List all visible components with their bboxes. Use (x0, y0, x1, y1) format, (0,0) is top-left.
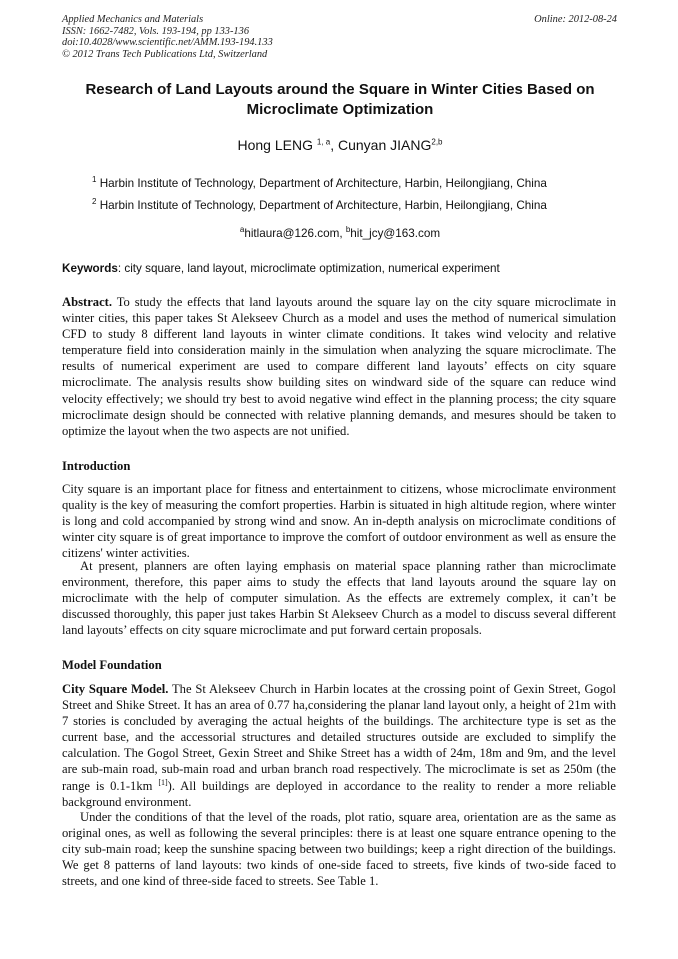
introduction-paragraph-2: At present, planners are often laying emphasis on material space planning rather than microclimate environment, therefore, this paper aims to study the effects that land layouts around the square lay on microclimate with the help of computer simulation. As the effects are extremely complex, it can’t be discussed thoroughly, this paper just takes Harbin St Alekseev Church as a model to discuss several different land layouts’ effects on city square microclimate and put forward certain proposals. (62, 559, 616, 638)
keywords (62, 262, 617, 275)
author-1-name: Hong LENG (237, 137, 317, 153)
introduction-paragraph-1: City square is an important place for fitness and entertainment to citizens, whose microclimate environment quality is the key of measuring the comfort properties. Harbin is situated in high altitude region, where winter is long and cold accompanied by strong wind and snow. An in-depth analysis on microclimate conditions of winter city square is of great importance to improve the comfort of outdoor environment as well as ensure the citizens' winter activities. (62, 482, 616, 561)
author-2-name: Cunyan JIANG (338, 137, 432, 153)
doi-line: doi:10.4028/www.scientific.net/AMM.193-194.133 (62, 37, 273, 49)
email-a-sup: a (239, 225, 245, 235)
model-paragraph-1 (62, 681, 616, 810)
email-b: hit_jcy@163.com (350, 227, 441, 240)
online-date: Online: 2012-08-24 (534, 14, 617, 25)
abstract-label: Abstract. (62, 295, 113, 309)
email-a: hitlaura@126.com, (244, 227, 346, 240)
model-foundation-heading: Model Foundation (62, 658, 162, 672)
author-separator: , (330, 137, 338, 153)
affiliation-2-text: Harbin Institute of Technology, Department of Architecture, Harbin, Heilongjiang, China (99, 199, 547, 212)
affiliation-1 (92, 177, 547, 190)
introduction-heading: Introduction (62, 459, 131, 473)
paper-title: Research of Land Layouts around the Square in Winter Cities Based on Microclimate Optimization (85, 81, 595, 118)
journal-name: Applied Mechanics and Materials (62, 14, 204, 25)
model-paragraph-1-text-a: The St Alekseev Church in Harbin locates at the crossing point of Gexin Street, Gogol Street and Shike Street. It has an area of 0.77 ha,considering the planar land layout only, a height of 21m with 7 stories is concluded by averaging the actual heights of the buildings. The architecture type is set as the current base, and the accessorial structures and detailed structures outside are excluded to simplify the calculation. The Gogol Street, Gexin Street and Shike Street has a width of 24m, 18m and 9m, and the level are sub-main road, sub-main road and urban branch road respectively. The microclimate is set as 250m (the range is 0.1-1km (62, 682, 616, 793)
abstract (62, 294, 616, 439)
affiliation-1-num: 1 (92, 175, 97, 185)
abstract-text: To study the effects that land layouts around the square lay on the city square microclimate in winter cities, this paper takes St Alekseev Church as a model and uses the method of numerical simulation CFD to study 8 different land layouts in winter climate conditions. It takes wind velocity and relative temperature field into consideration mainly in the simulation when analyzing the square microclimate. The results of numerical experiment are used to compare different land layouts’ effects on city square microclimate. The analysis results show building sites on windward side of the square can reduce wind velocity effectively; we should try best to avoid negative wind effect in the planning process; the city square microclimate design should be connected with relative planning demands, and mesures should be taken to optimize the layout when the two aspects are not unified. (62, 295, 616, 438)
issn-line: ISSN: 1662-7482, Vols. 193-194, pp 133-136 (62, 25, 250, 37)
model-paragraph-2: Under the conditions of that the level of the roads, plot ratio, square area, orientation are as the same as original ones, as well as following the several principles: there is at least one square entrance opening to the city sub-main road; keep the sunshine spacing between two buildings; keep a right direction of the buildings. We get 8 patterns of land layouts: two kinds of one-side faced to streets, five kinds of two-side faced to streets, and one kind of three-side faced to streets. See Table 1. (62, 810, 616, 889)
keywords-label: Keywords (62, 262, 118, 275)
author-line (40, 137, 640, 153)
model-paragraph-1-text-b: ). All buildings are deployed in accordance to the reality to render a more reliable background environment. (62, 778, 617, 809)
author-2-sup: 2,b (431, 137, 443, 147)
city-square-model-subheading: City Square Model. (62, 682, 169, 696)
journal-header (62, 14, 617, 60)
author-1-sup: 1, a (316, 137, 331, 147)
keywords-text: : city square, land layout, microclimate optimization, numerical experiment (117, 262, 500, 275)
reference-1-citation: [1] (158, 777, 168, 787)
affiliation-1-text: Harbin Institute of Technology, Department of Architecture, Harbin, Heilongjiang, China (99, 177, 547, 190)
affiliation-2 (92, 199, 547, 212)
affiliation-2-num: 2 (92, 197, 97, 207)
email-b-sup: b (345, 225, 351, 235)
email-line (40, 227, 640, 240)
copyright-line: © 2012 Trans Tech Publications Ltd, Switzerland (62, 48, 268, 60)
